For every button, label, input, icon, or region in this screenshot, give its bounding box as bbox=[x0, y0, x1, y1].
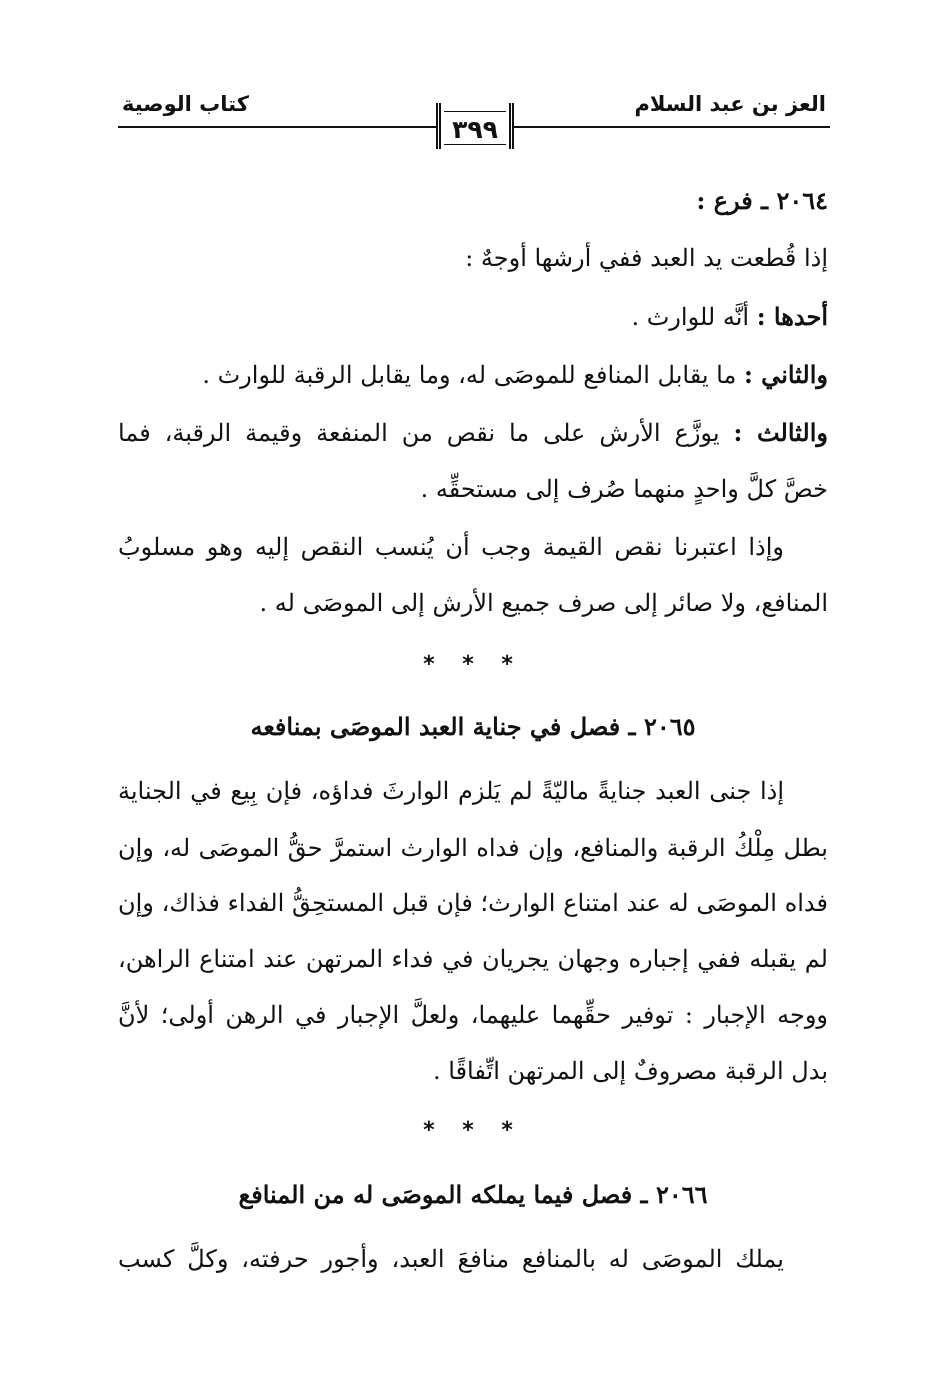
running-header-book-title: كتاب الوصية bbox=[122, 92, 249, 116]
opinion-first bbox=[631, 302, 828, 332]
section-2064-heading: ٢٠٦٤ ـ فرع : bbox=[696, 186, 828, 215]
section-separator-2: * * * bbox=[423, 1118, 523, 1143]
section-2064-paragraph-line-2: المنافع، ولا صائر إلى صرف جميع الأرش إلى الموصَى له . bbox=[259, 589, 828, 617]
section-2065-line-1: إذا جنى العبد جنايةً ماليّةً لم يَلزم الوارثَ فداؤه، فإن بِيع في الجناية bbox=[118, 777, 784, 805]
section-separator-1: * * * bbox=[423, 652, 523, 677]
opinion-first-text: أنَّه للوارث . bbox=[631, 303, 750, 331]
header-rule-right bbox=[514, 126, 830, 128]
section-2065-line-2: بطل مِلْكُ الرقبة والمنافع، وإن فداه الوارث استمرَّ حقُّ الموصَى له، وإن bbox=[118, 834, 828, 862]
section-2065-heading: ٢٠٦٥ ـ فصل في جناية العبد الموصَى بمنافعه bbox=[250, 712, 696, 741]
section-2064-paragraph-line-1: وإذا اعتبرنا نقص القيمة وجب أن يُنسب النقص إليه وهو مسلوبُ bbox=[118, 533, 784, 561]
running-header-author: العز بن عبد السلام bbox=[634, 92, 826, 116]
section-2065-line-6: بدل الرقبة مصروفٌ إلى المرتهن اتِّفاقًا . bbox=[433, 1057, 828, 1085]
frame-bar-left bbox=[436, 103, 441, 149]
header-rule-left bbox=[118, 126, 436, 128]
section-2065-line-5: ووجه الإجبار : توفير حقِّهما عليهما، ولعلَّ الإجبار في الرهن أولى؛ لأنَّ bbox=[118, 1001, 828, 1029]
section-2066-line-1: يملك الموصَى له بالمنافع منافعَ العبد، وأجور حرفته، وكلَّ كسب bbox=[118, 1245, 784, 1273]
opinion-third-line-1 bbox=[118, 418, 828, 448]
opinion-second-text: ما يقابل المنافع للموصَى له، وما يقابل الرقبة للوارث . bbox=[202, 361, 737, 389]
opinion-second-label: والثاني : bbox=[743, 360, 828, 389]
section-2065-line-4: لم يقبله ففي إجباره وجهان يجريان في فداء المرتهن عند امتناع الراهن، bbox=[118, 945, 828, 973]
section-2065-line-3: فداه الموصَى له عند امتناع الوارث؛ فإن قبل المستحِقُّ الفداء فذاك، وإن bbox=[118, 889, 828, 917]
opinion-third-line-2: خصَّ كلَّ واحدٍ منهما صُرف إلى مستحقِّه . bbox=[420, 475, 828, 503]
opinion-second bbox=[202, 360, 828, 390]
section-2064-intro: إذا قُطعت يد العبد ففي أرشها أوجهٌ : bbox=[465, 244, 828, 272]
opinion-third-text-1: يوزَّع الأرش على ما نقص من المنفعة وقيمة الرقبة، فما bbox=[118, 419, 720, 447]
section-2066-heading: ٢٠٦٦ ـ فصل فيما يملكه الموصَى له من المنافع bbox=[238, 1180, 708, 1209]
page-number: ٣٩٩ bbox=[452, 114, 498, 144]
page-number-frame bbox=[436, 103, 514, 149]
opinion-first-label: أحدها : bbox=[756, 302, 828, 331]
opinion-third-label: والثالث : bbox=[733, 418, 828, 447]
frame-bar-right bbox=[509, 103, 514, 149]
